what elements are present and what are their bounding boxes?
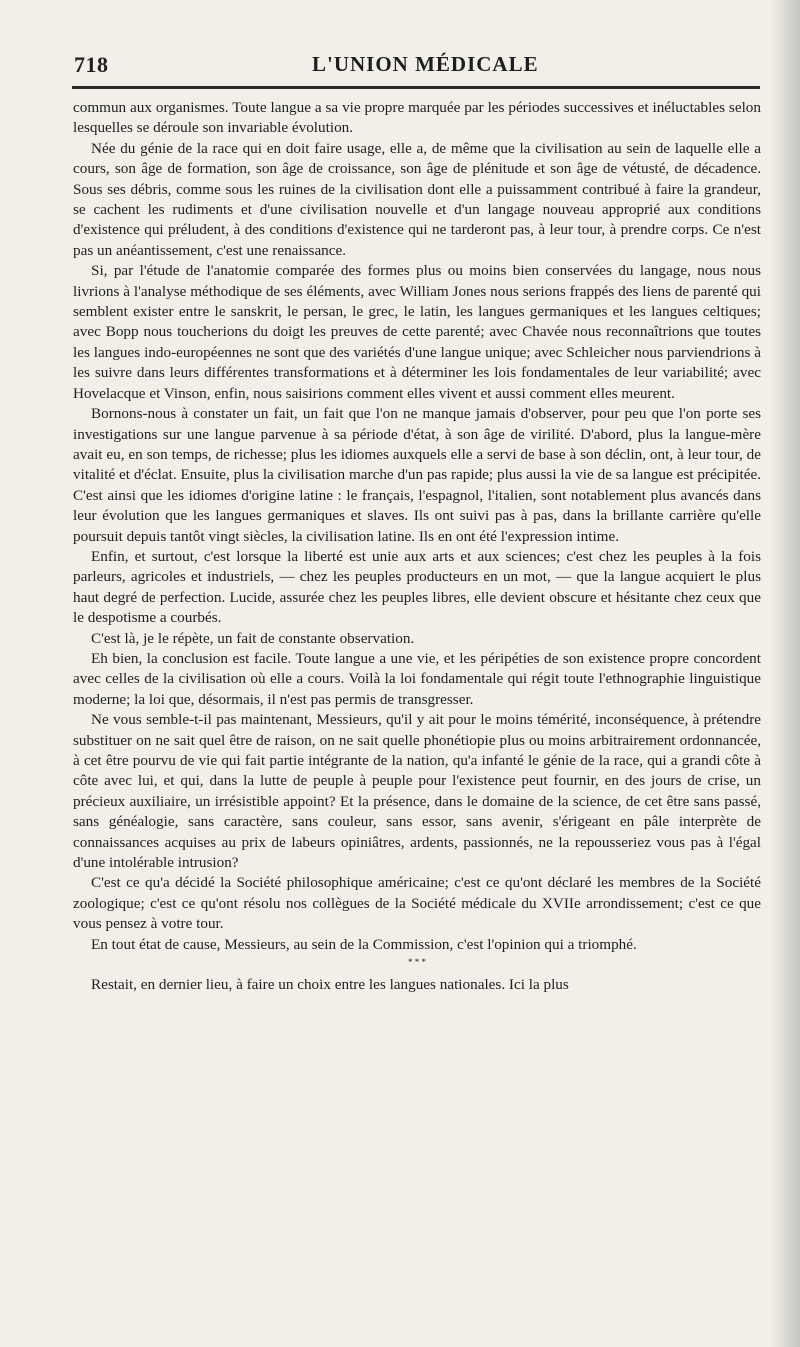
paragraph: C'est ce qu'a décidé la Société philosophique américaine; c'est ce qu'ont déclaré les membres de la Société zoologique; c'est ce qu'ont résolu nos collègues de la Société médicale du XVIIe arrondissement; c'est ce que vous pensez à votre tour.: [73, 874, 761, 933]
article-body: [73, 98, 761, 1308]
paragraph: Bornons-nous à constater un fait, un fait que l'on ne manque jamais d'observer, pour peu que l'on porte ses investigations sur une langue parvenue à sa période d'état, à son âge de virilité. D'abord, plus la langue-mère avait eu, en son temps, de richesse; plus les idiomes auxquels elle a servi de base à son déclin, ont, à leur tour, de vitalité et d'éclat. Ensuite, plus la civilisation marche d'un pas rapide; plus aussi la vie de sa langue est précipitée. C'est ainsi que les idiomes d'origine latine : le français, l'espagnol, l'italien, sont notablement plus avancés dans leur évolution que les langues germaniques et slaves. Ils ont suivi pas à pas, dans la brillante carrière qu'elle poursuit depuis tantôt vingt siècles, la civilisation latine. Ils en ont été l'expression intime.: [73, 405, 761, 545]
paragraph: Eh bien, la conclusion est facile. Toute langue a une vie, et les péripéties de son existence propre concordent avec celles de la civilisation où elle a cours. Voilà la loi fondamentale qui régit toute l'ethnographie linguistique moderne; la loi que, désormais, il n'est pas permis de transgresser.: [73, 649, 761, 708]
paragraph: Si, par l'étude de l'anatomie comparée des formes plus ou moins bien conservées du langage, nous nous livrions à l'analyse méthodique de ses éléments, avec William Jones nous serions frappés des liens de parenté qui semblent exister entre le sanskrit, le persan, le grec, le latin, les langues germaniques et les langues celtiques; avec Bopp nous toucherions du doigt les preuves de cette parenté; avec Chavée nous reconnaîtrions que toutes les langues indo-européennes ne sont que des variétés d'une langue unique; avec Schleicher nous parviendrions à les suivre dans leurs différentes transformations et à déterminer les lois fondamentales de leur variabilité; avec Hovelacque et Vinson, enfin, nous saisirions comment elles vivent et aussi comment elles meurent.: [73, 262, 761, 402]
journal-title: L'UNION MÉDICALE: [312, 52, 539, 76]
paragraph: commun aux organismes. Toute langue a sa vie propre marquée par les périodes successives et inéluctables selon lesquelles se déroule son invariable évolution.: [73, 99, 761, 137]
page-header: [72, 48, 762, 84]
header-rule: [72, 86, 760, 89]
paragraph: Enfin, et surtout, c'est lorsque la liberté est unie aux arts et aux sciences; c'est chez les peuples à la fois parleurs, agricoles et industriels, — chez les peuples producteurs en un mot, — que la langue acquiert le plus haut degré de perfection. Lucide, assurée chez les peuples libres, elle devient obscure et hésitante chez ceux que le despotisme a courbés.: [73, 547, 761, 627]
section-separator: * * *: [408, 957, 426, 968]
paragraph: C'est là, je le répète, un fait de constante observation.: [91, 629, 415, 647]
paragraph: Née du génie de la race qui en doit faire usage, elle a, de même que la civilisation au sein de laquelle elle a cours, son âge de formation, son âge de croissance, son âge de plénitude et son âge de vétusté, de décadence. Sous ses débris, comme sous les ruines de la civilisation dont elle a puissamment contribué à faire la grandeur, se cachent les rudiments et d'une civilisation nouvelle et d'un langage nouveau approprié aux conditions d'existence qui préludent, à des conditions d'existence qui ne tarderont pas, à leur tour, à prendre corps. Ce n'est pas un anéantissement, c'est une renaissance.: [73, 139, 761, 259]
paragraph: En tout état de cause, Messieurs, au sein de la Commission, c'est l'opinion qui a triomphé.: [91, 935, 637, 953]
page-number: 718: [74, 52, 109, 77]
paragraph: Ne vous semble-t-il pas maintenant, Messieurs, qu'il y ait pour le moins témérité, inconséquence, à prétendre substituer on ne sait quel être de raison, on ne sait quelle phonétiopie plus ou moins arbitrairement ordonnancée, à cet être pourvu de vie qui fait partie intégrante de la nation, qu'a infanté le génie de la race, qui a grandi côte à côte avec lui, et qui, dans la lutte de peuple à peuple pour l'existence peut fournir, en des jours de crise, un précieux auxiliaire, un irrésistible appoint? Et la présence, dans le domaine de la science, de cet être sans passé, sans généalogie, sans caractère, sans couleur, sans essor, sans avenir, s'érigeant en pâle interprète de connaissances acquises au prix de labeurs opiniâtres, ardents, passionnés, ne la repousseriez vous pas à l'égal d'une intolérable intrusion?: [73, 711, 761, 872]
closing-line: Restait, en dernier lieu, à faire un choix entre les langues nationales. Ici la plus: [91, 976, 569, 994]
